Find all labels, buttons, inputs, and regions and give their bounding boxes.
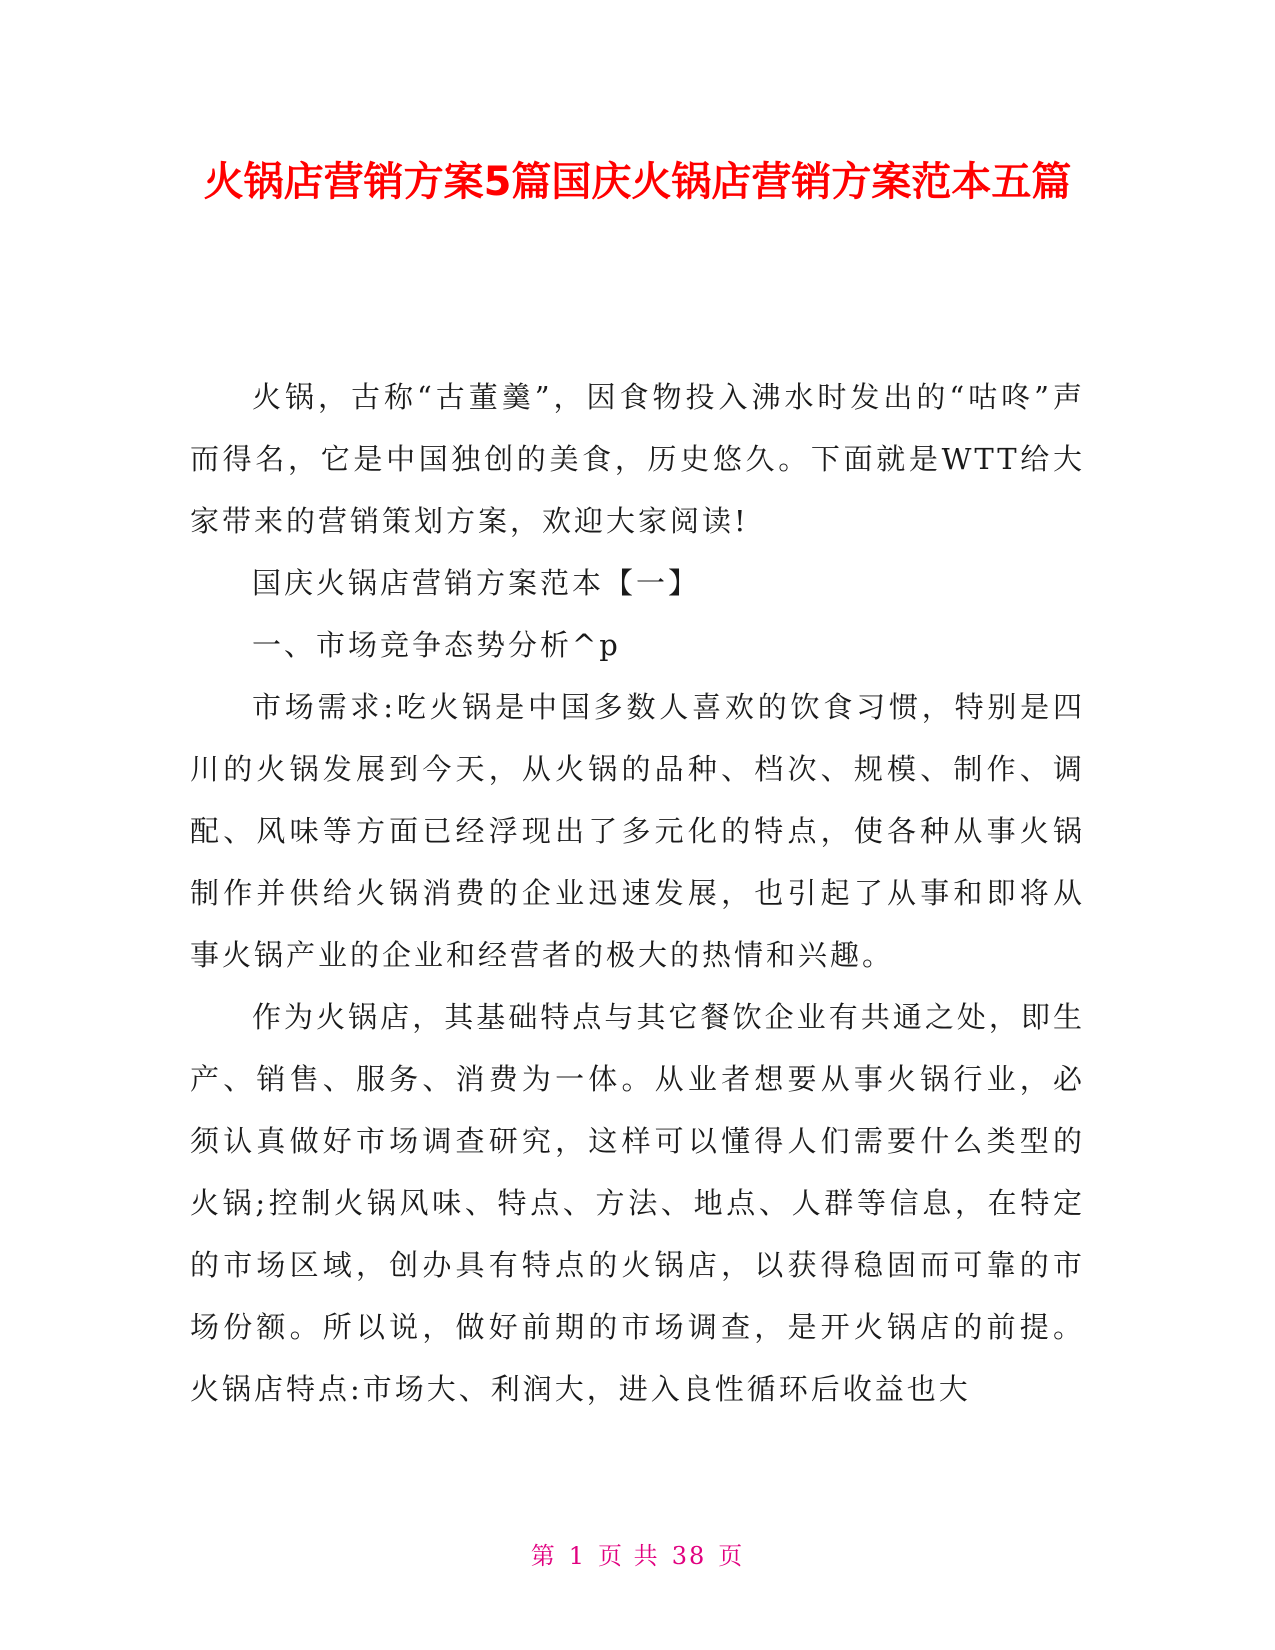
paragraph-market-demand: 市场需求:吃火锅是中国多数人喜欢的饮食习惯，特别是四川的火锅发展到今天，从火锅的品种、档次、规模、制作、调配、风味等方面已经浮现出了多元化的特点，使各种从事火锅制作并供给火锅消费的企业迅速发展，也引起了从事和即将从事火锅产业的企业和经营者的极大的热情和兴趣。	[190, 690, 1085, 972]
footer-current-page: 1	[568, 1542, 587, 1570]
footer-middle: 页 共	[598, 1542, 660, 1570]
footer-total-pages: 38	[671, 1542, 707, 1570]
subsection-heading-market: 一、市场竞争态势分析^p	[252, 628, 621, 662]
paragraph-hotpot-store: 作为火锅店，其基础特点与其它餐饮企业有共通之处，即生产、销售、服务、消费为一体。从业者想要从事火锅行业，必须认真做好市场调查研究，这样可以懂得人们需要什么类型的火锅;控制火锅风味、特点、方法、地点、人群等信息，在特定的市场区域，创办具有特点的火锅店，以获得稳固而可靠的市场份额。所以说，做好前期的市场调查，是开火锅店的前提。火锅店特点:市场大、利润大，进入良性循环后收益也大	[190, 1000, 1085, 1406]
document-title: 火锅店营销方案5篇国庆火锅店营销方案范本五篇	[203, 159, 1072, 205]
paragraph-intro: 火锅，古称“古董羹”，因食物投入沸水时发出的“咕咚”声而得名，它是中国独创的美食，历史悠久。下面就是WTT给大家带来的营销策划方案，欢迎大家阅读!	[190, 380, 1085, 538]
page-footer	[0, 1536, 1275, 1571]
document-body	[190, 366, 1085, 1420]
section-heading-1: 国庆火锅店营销方案范本【一】	[252, 566, 701, 600]
footer-prefix: 第	[530, 1542, 557, 1570]
footer-suffix: 页	[718, 1542, 745, 1570]
